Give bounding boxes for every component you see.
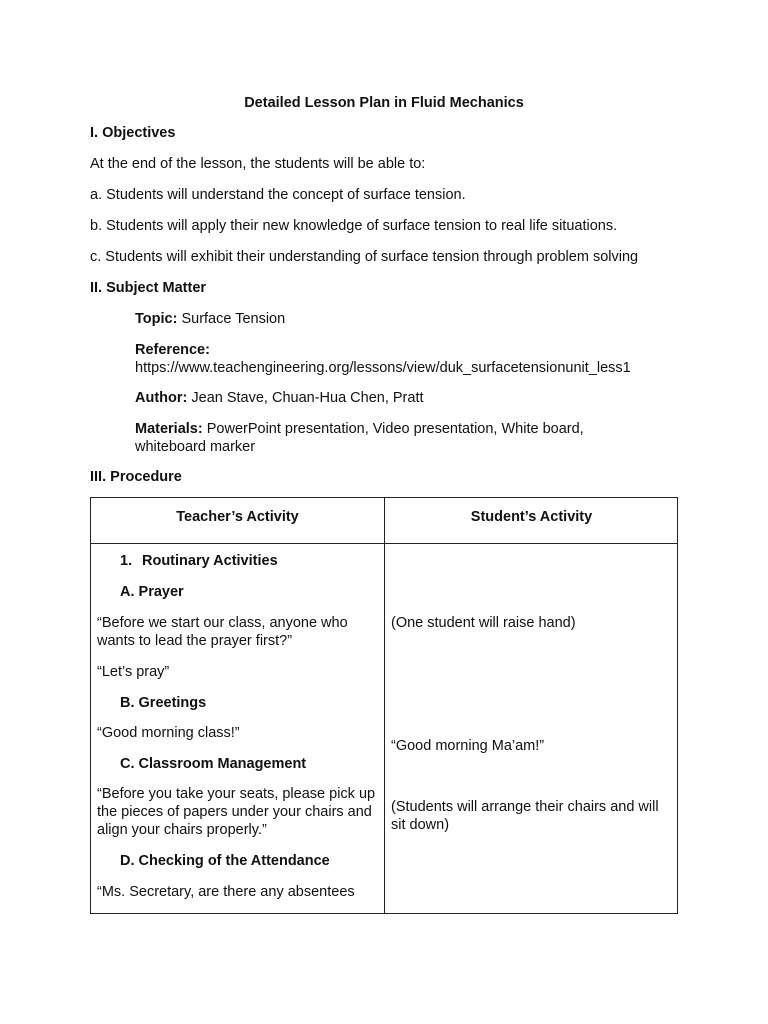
student-activity-header: Student’s Activity — [470, 509, 593, 525]
greetings-heading: B. Greetings — [120, 695, 207, 711]
procedure-heading: III. Procedure — [90, 469, 182, 485]
header-divider — [91, 543, 677, 544]
author-value: Jean Stave, Chuan-Hua Chen, Pratt — [191, 390, 424, 406]
topic-line — [135, 310, 675, 328]
prayer-heading: A. Prayer — [120, 584, 184, 600]
objectives-heading: I. Objectives — [90, 125, 176, 141]
prayer-teacher-text: “Before we start our class, anyone who wants to lead the prayer first?” — [97, 615, 348, 649]
classroom-teacher-text: “Before you take your seats, please pick up the pieces of papers under your chairs and align your chairs properly.” — [97, 786, 376, 838]
teacher-activity-header: Teacher’s Activity — [176, 509, 299, 525]
materials-value: PowerPoint presentation, Video presentation, White board, whiteboard marker — [135, 421, 584, 455]
classroom-student-text: (Students will arrange their chairs and will sit down) — [391, 799, 659, 833]
topic-label: Topic: — [135, 311, 178, 327]
routinary-number: 1. — [120, 553, 133, 569]
reference-block — [135, 341, 675, 377]
greetings-student-text: “Good morning Ma’am!” — [391, 738, 545, 754]
objective-item-b: b. Students will apply their new knowledge of surface tension to real life situations. — [90, 218, 618, 234]
reference-label: Reference: — [135, 342, 210, 358]
materials-label: Materials: — [135, 421, 203, 437]
column-divider — [384, 498, 385, 913]
lets-pray-text: “Let’s pray” — [97, 664, 170, 680]
prayer-student-text: (One student will raise hand) — [391, 615, 576, 631]
procedure-table — [90, 497, 678, 914]
author-label: Author: — [135, 390, 188, 406]
objectives-intro: At the end of the lesson, the students will be able to: — [90, 156, 426, 172]
attendance-heading: D. Checking of the Attendance — [120, 853, 330, 869]
document-title: Detailed Lesson Plan in Fluid Mechanics — [244, 95, 524, 111]
author-line — [135, 389, 675, 407]
reference-link[interactable]: https://www.teachengineering.org/lessons/view/duk_surfacetensionunit_less1 — [135, 360, 631, 376]
subject-matter-heading: II. Subject Matter — [90, 280, 207, 296]
materials-line — [135, 420, 615, 456]
routinary-label: Routinary Activities — [142, 553, 278, 569]
objective-item-a: a. Students will understand the concept of surface tension. — [90, 187, 466, 203]
attendance-teacher-text: “Ms. Secretary, are there any absentees — [97, 884, 355, 900]
objective-item-c: c. Students will exhibit their understanding of surface tension through problem solving — [90, 249, 639, 265]
routinary-activities-heading — [120, 552, 278, 570]
greetings-teacher-text: “Good morning class!” — [97, 725, 240, 741]
topic-value: Surface Tension — [181, 311, 286, 327]
classroom-management-heading: C. Classroom Management — [120, 756, 307, 772]
